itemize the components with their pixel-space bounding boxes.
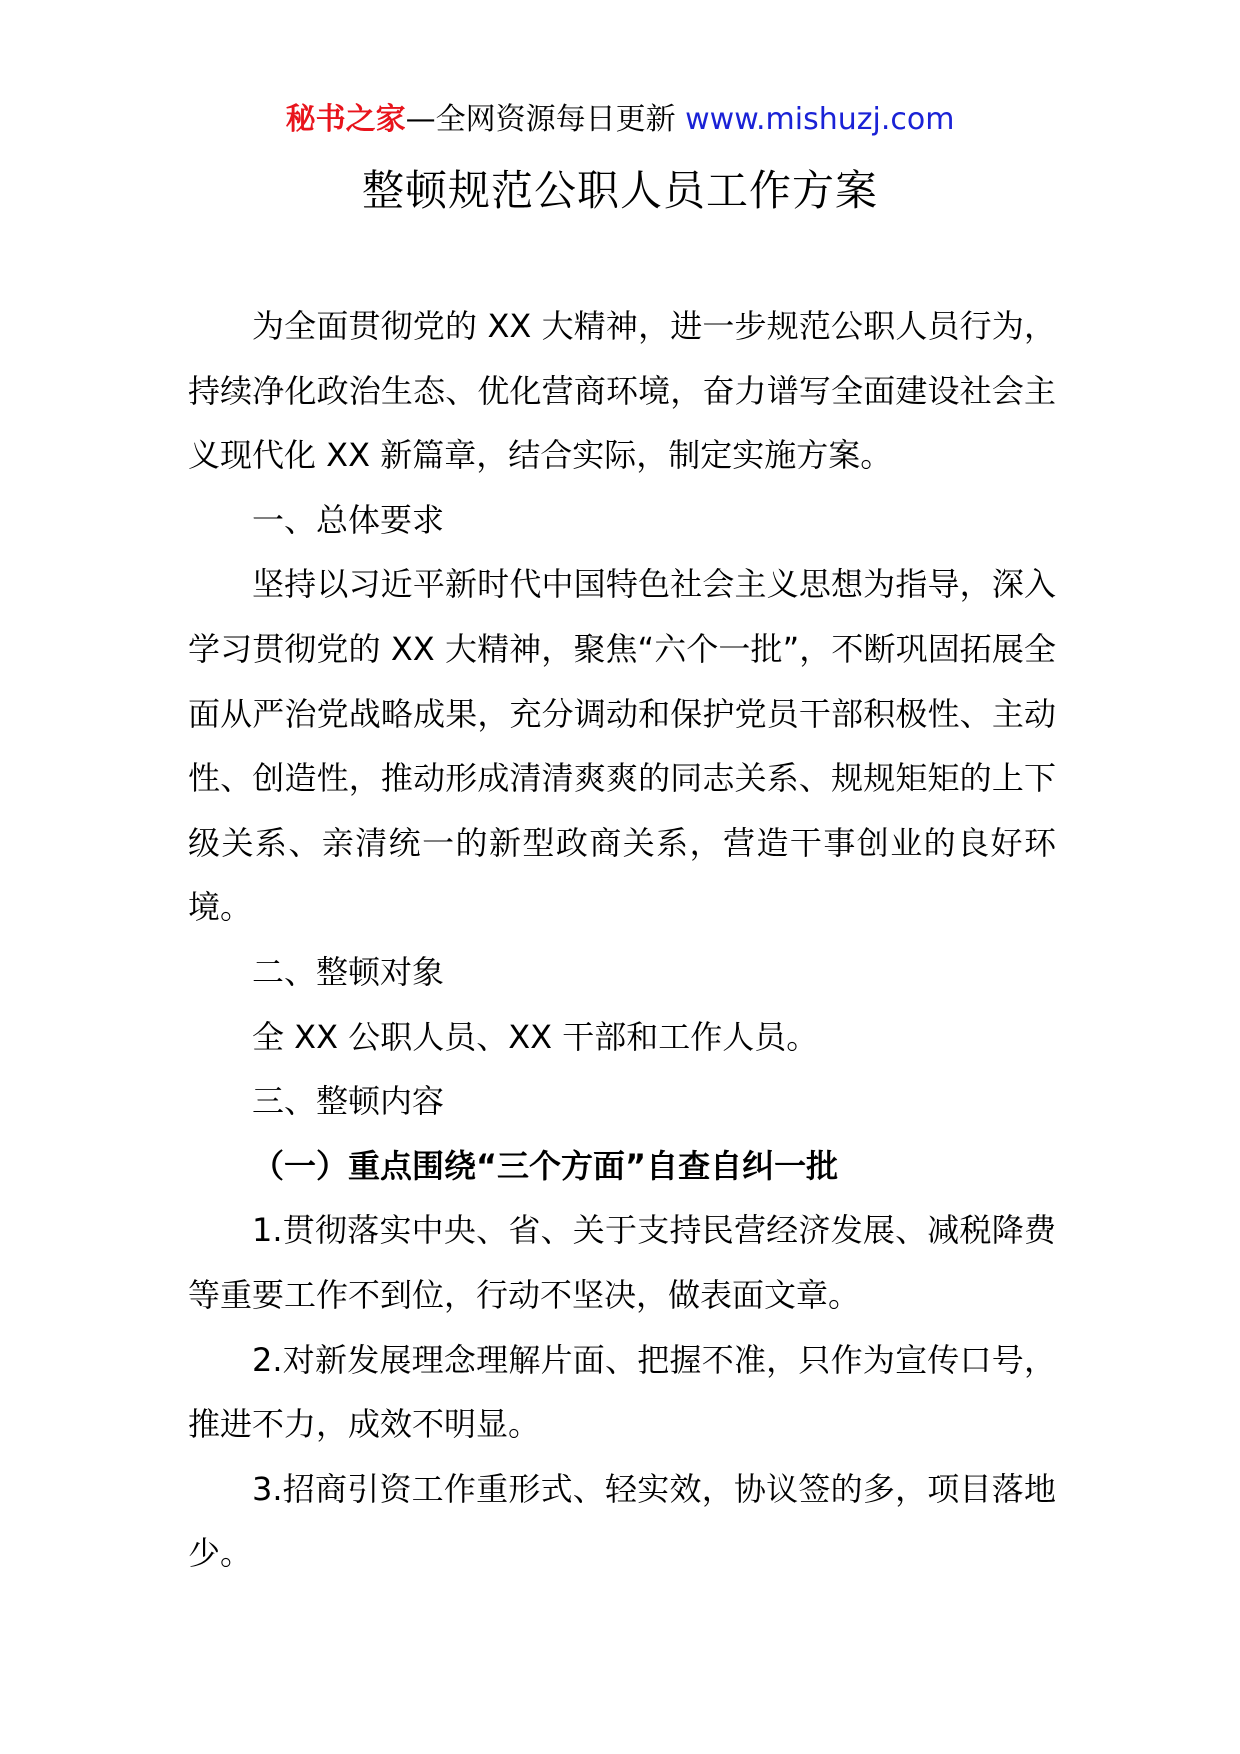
document-title: 整顿规范公职人员工作方案 [361, 166, 878, 215]
list-item-3: 3.招商引资工作重形式、轻实效，协议签的多，项目落地少。 [188, 1469, 1056, 1573]
list-item-2: 2.对新发展理念理解片面、把握不准，只作为宣传口号，推进不力，成效不明显。 [188, 1340, 1056, 1444]
site-brand: 秘书之家 [285, 102, 406, 137]
document-body [188, 294, 1056, 1586]
section-heading-targets: 二、整顿对象 [252, 952, 445, 991]
list-item-1: 1.贯彻落实中央、省、关于支持民营经济发展、减税降费等重要工作不到位，行动不坚决，做表面文章。 [188, 1211, 1056, 1314]
section-heading-content: 三、整顿内容 [252, 1082, 445, 1121]
section-heading-general-requirements: 一、总体要求 [252, 500, 445, 539]
site-tagline: —全网资源每日更新 [405, 102, 686, 137]
site-header [0, 100, 1240, 140]
targets-paragraph: 全 XX 公职人员、XX 干部和工作人员。 [252, 1017, 819, 1056]
intro-paragraph: 为全面贯彻党的 XX 大精神，进一步规范公职人员行为，持续净化政治生态、优化营商环境，奋力谱写全面建设社会主义现代化 XX 新篇章，结合实际，制定实施方案。 [188, 307, 1056, 475]
general-requirements-paragraph: 坚持以习近平新时代中国特色社会主义思想为指导，深入学习贯彻党的 XX 大精神，聚焦“六个一批”，不断巩固拓展全面从严治党战略成果，充分调动和保护党员干部积极性、主动性、创造性，推动形成清清爽爽的同志关系、规规矩矩的上下级关系、亲清统一的新型政商关系，营造干事创业的良好环境。 [188, 565, 1056, 927]
subsection-heading-1: （一）重点围绕“三个方面”自查自纠一批 [252, 1146, 839, 1185]
site-url[interactable]: www.mishuzj.com [685, 102, 955, 137]
